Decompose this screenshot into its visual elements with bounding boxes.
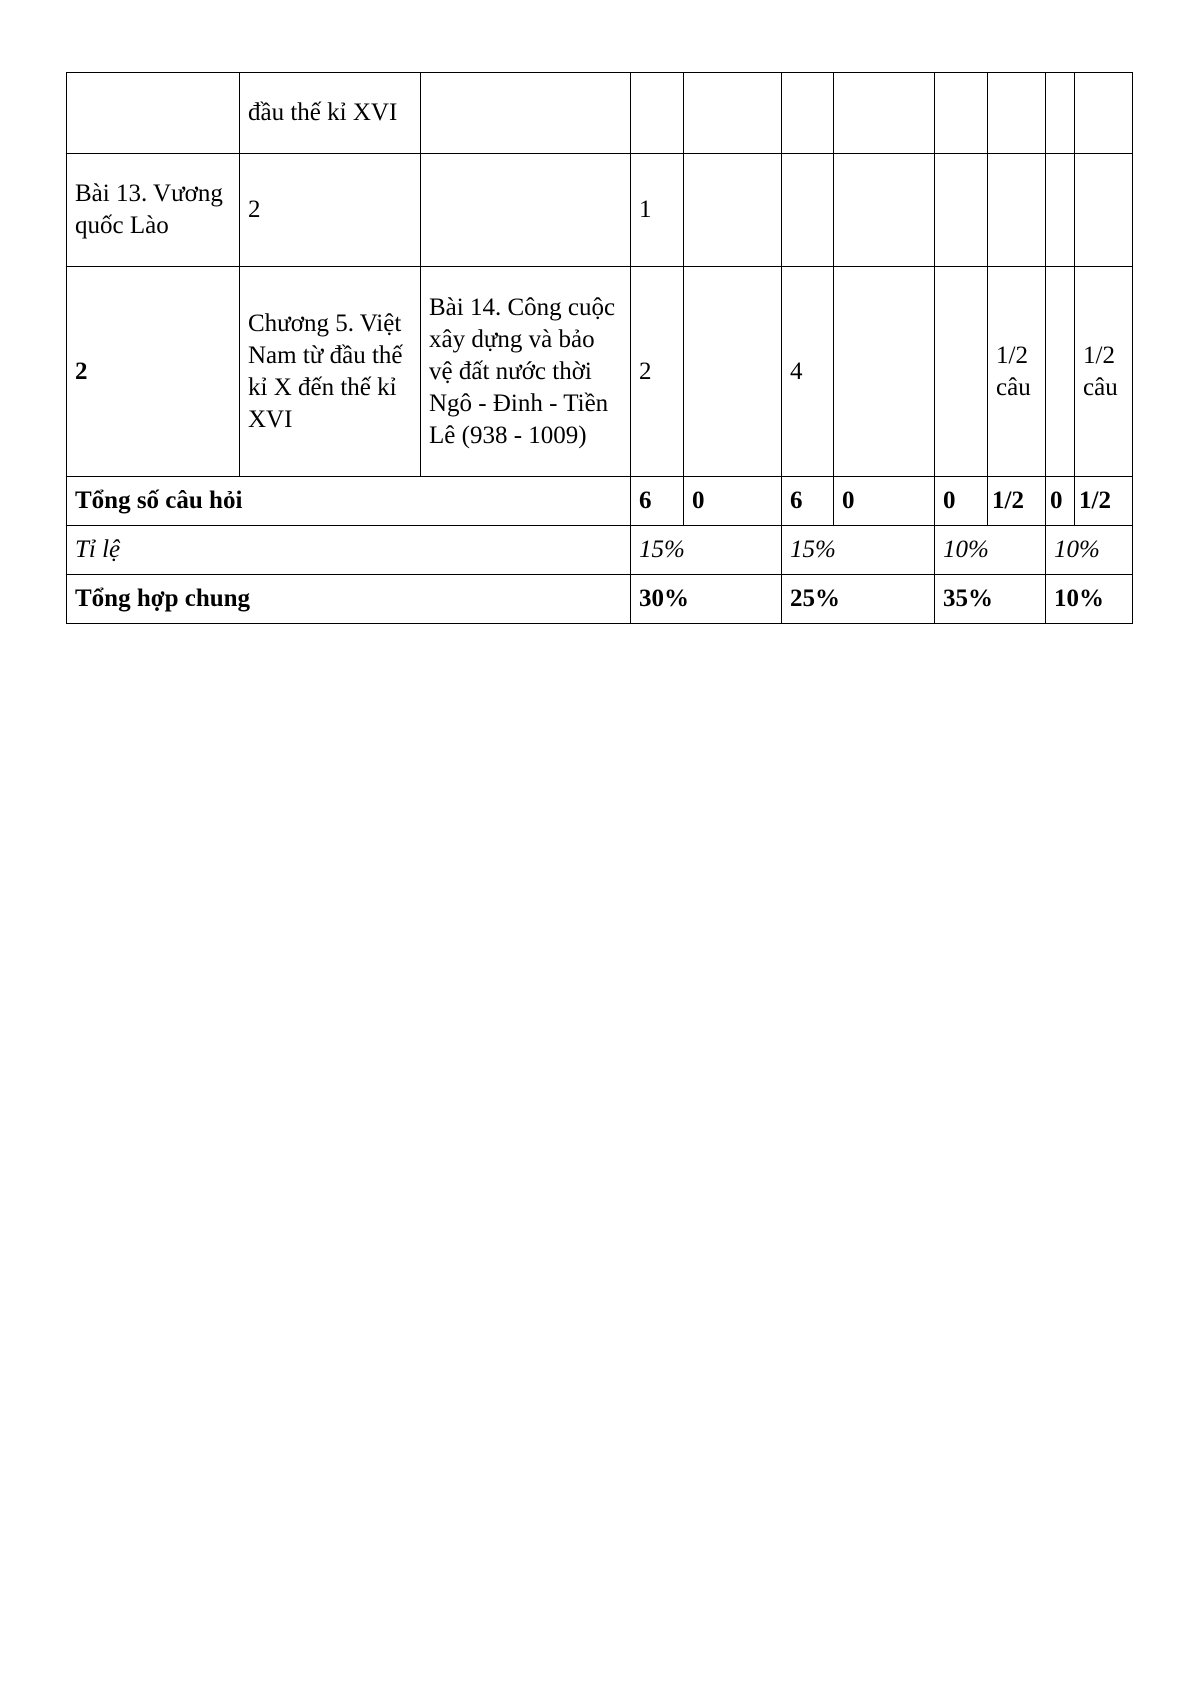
- table-cell: [1046, 73, 1075, 154]
- ratio-label: Tỉ lệ: [67, 526, 631, 575]
- ratio-value: 15%: [782, 526, 935, 575]
- table-cell: [684, 154, 782, 267]
- table-row: [67, 154, 1133, 267]
- table-cell: 2: [240, 154, 421, 267]
- table-cell: [782, 73, 834, 154]
- overall-value: 10%: [1046, 575, 1133, 624]
- overall-value: 25%: [782, 575, 935, 624]
- row-number-cell: 2: [67, 267, 240, 477]
- table-cell: [935, 73, 988, 154]
- totals-row: [67, 477, 1133, 526]
- overall-row: [67, 575, 1133, 624]
- table-cell: [684, 73, 782, 154]
- totals-label: Tổng số câu hỏi: [67, 477, 631, 526]
- total-value: 0: [935, 477, 988, 526]
- table-row: [67, 73, 1133, 154]
- table-cell: [935, 154, 988, 267]
- ratio-value: 10%: [935, 526, 1046, 575]
- table-cell: 1/2 câu: [988, 267, 1046, 477]
- table-cell: 2: [631, 267, 684, 477]
- table-cell: [1046, 154, 1075, 267]
- table-cell: [834, 73, 935, 154]
- table-cell: [1075, 73, 1133, 154]
- table-cell: [935, 267, 988, 477]
- table-row: [67, 267, 1133, 477]
- lesson-cell: Bài 14. Công cuộc xây dựng và bảo vệ đất nước thời Ngô - Đinh - Tiền Lê (938 - 1009): [421, 267, 631, 477]
- table-cell: 1/2 câu: [1075, 267, 1133, 477]
- assessment-matrix-table: [66, 72, 1133, 624]
- table-cell: đầu thế kỉ XVI: [240, 73, 421, 154]
- table-cell: [67, 73, 240, 154]
- total-value: 0: [1046, 477, 1075, 526]
- ratio-value: 10%: [1046, 526, 1133, 575]
- lesson-title-cell: Bài 13. Vương quốc Lào: [67, 154, 240, 267]
- table-cell: [421, 154, 631, 267]
- table-cell: [782, 154, 834, 267]
- table-cell: [421, 73, 631, 154]
- table-cell: [834, 267, 935, 477]
- total-value: 6: [631, 477, 684, 526]
- total-value: 0: [834, 477, 935, 526]
- total-value: 6: [782, 477, 834, 526]
- overall-value: 35%: [935, 575, 1046, 624]
- table-cell: 1: [631, 154, 684, 267]
- total-value: 0: [684, 477, 782, 526]
- overall-value: 30%: [631, 575, 782, 624]
- chapter-cell: Chương 5. Việt Nam từ đầu thế kỉ X đến thế kỉ XVI: [240, 267, 421, 477]
- table-cell: [684, 267, 782, 477]
- ratio-row: [67, 526, 1133, 575]
- table-cell: [631, 73, 684, 154]
- table-cell: [1075, 154, 1133, 267]
- ratio-value: 15%: [631, 526, 782, 575]
- overall-label: Tổng hợp chung: [67, 575, 631, 624]
- total-value: 1/2: [1075, 477, 1133, 526]
- table-cell: [834, 154, 935, 267]
- total-value: 1/2: [988, 477, 1046, 526]
- table-cell: [988, 154, 1046, 267]
- table-cell: [1046, 267, 1075, 477]
- table-cell: [988, 73, 1046, 154]
- table-cell: 4: [782, 267, 834, 477]
